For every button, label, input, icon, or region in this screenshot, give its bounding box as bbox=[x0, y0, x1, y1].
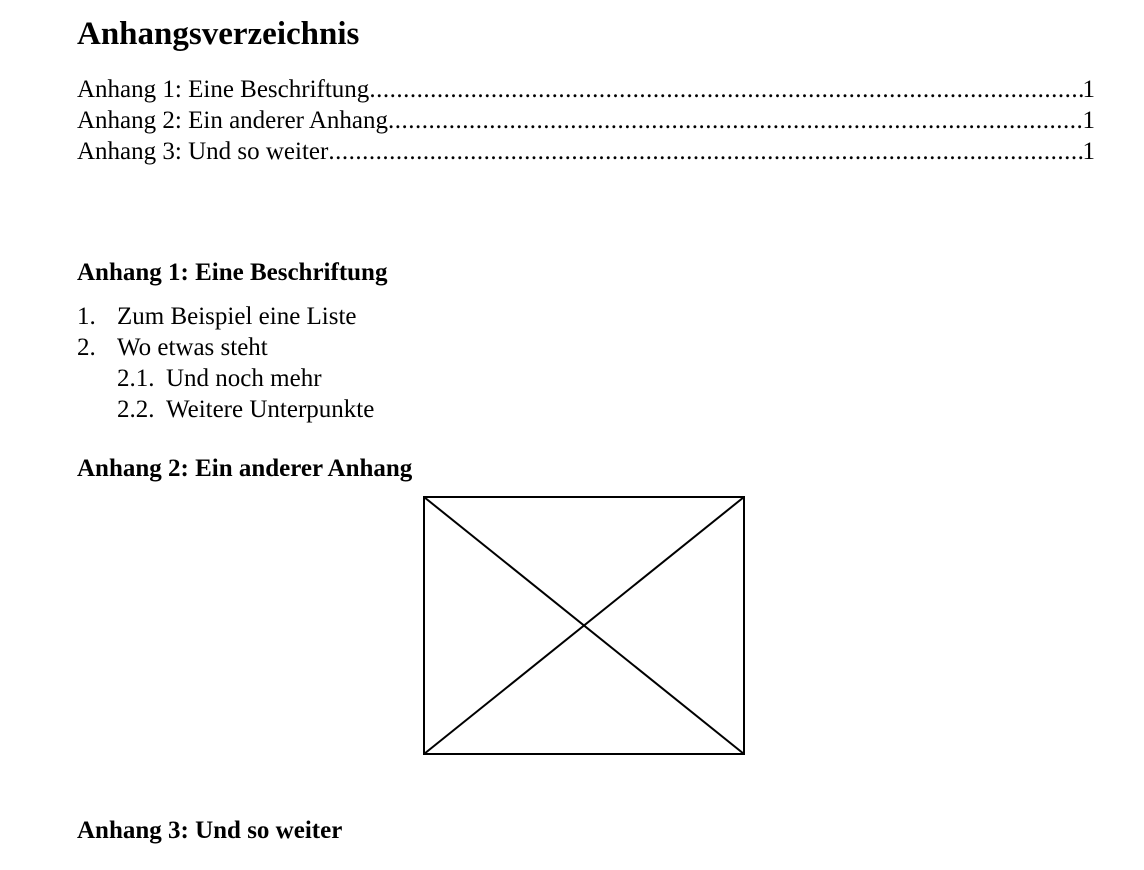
table-of-contents bbox=[77, 74, 1095, 167]
toc-entry-label: Anhang 2: Ein anderer Anhang bbox=[77, 107, 389, 134]
sublist-item-number: 2.1. bbox=[117, 365, 155, 392]
list-item-number: 1. bbox=[77, 303, 96, 330]
sublist-item-text: Weitere Unterpunkte bbox=[166, 396, 375, 423]
appendix-3-heading: Anhang 3: Und so weiter bbox=[77, 817, 343, 844]
toc-entry-appendix-1[interactable] bbox=[77, 74, 1095, 105]
toc-dot-leader bbox=[388, 105, 1082, 136]
appendix-2-heading: Anhang 2: Ein anderer Anhang bbox=[77, 455, 413, 482]
toc-dot-leader bbox=[369, 74, 1082, 105]
list-item-number: 2. bbox=[77, 334, 96, 361]
toc-entry-appendix-3[interactable] bbox=[77, 136, 1095, 167]
toc-entry-page-number: 1 bbox=[1082, 107, 1095, 134]
page-title: Anhangsverzeichnis bbox=[77, 16, 360, 52]
sublist-item-number: 2.2. bbox=[117, 396, 155, 423]
appendix-1-heading: Anhang 1: Eine Beschriftung bbox=[77, 259, 388, 286]
toc-entry-label: Anhang 3: Und so weiter bbox=[77, 138, 329, 165]
list-item-text: Zum Beispiel eine Liste bbox=[117, 303, 357, 330]
toc-entry-page-number: 1 bbox=[1082, 76, 1095, 103]
list-item-text: Wo etwas steht bbox=[117, 334, 268, 361]
toc-entry-label: Anhang 1: Eine Beschriftung bbox=[77, 76, 370, 103]
toc-dot-leader bbox=[328, 136, 1082, 167]
toc-entry-appendix-2[interactable] bbox=[77, 105, 1095, 136]
image-placeholder-icon bbox=[423, 496, 745, 755]
toc-entry-page-number: 1 bbox=[1082, 138, 1095, 165]
sublist-item-text: Und noch mehr bbox=[166, 365, 322, 392]
